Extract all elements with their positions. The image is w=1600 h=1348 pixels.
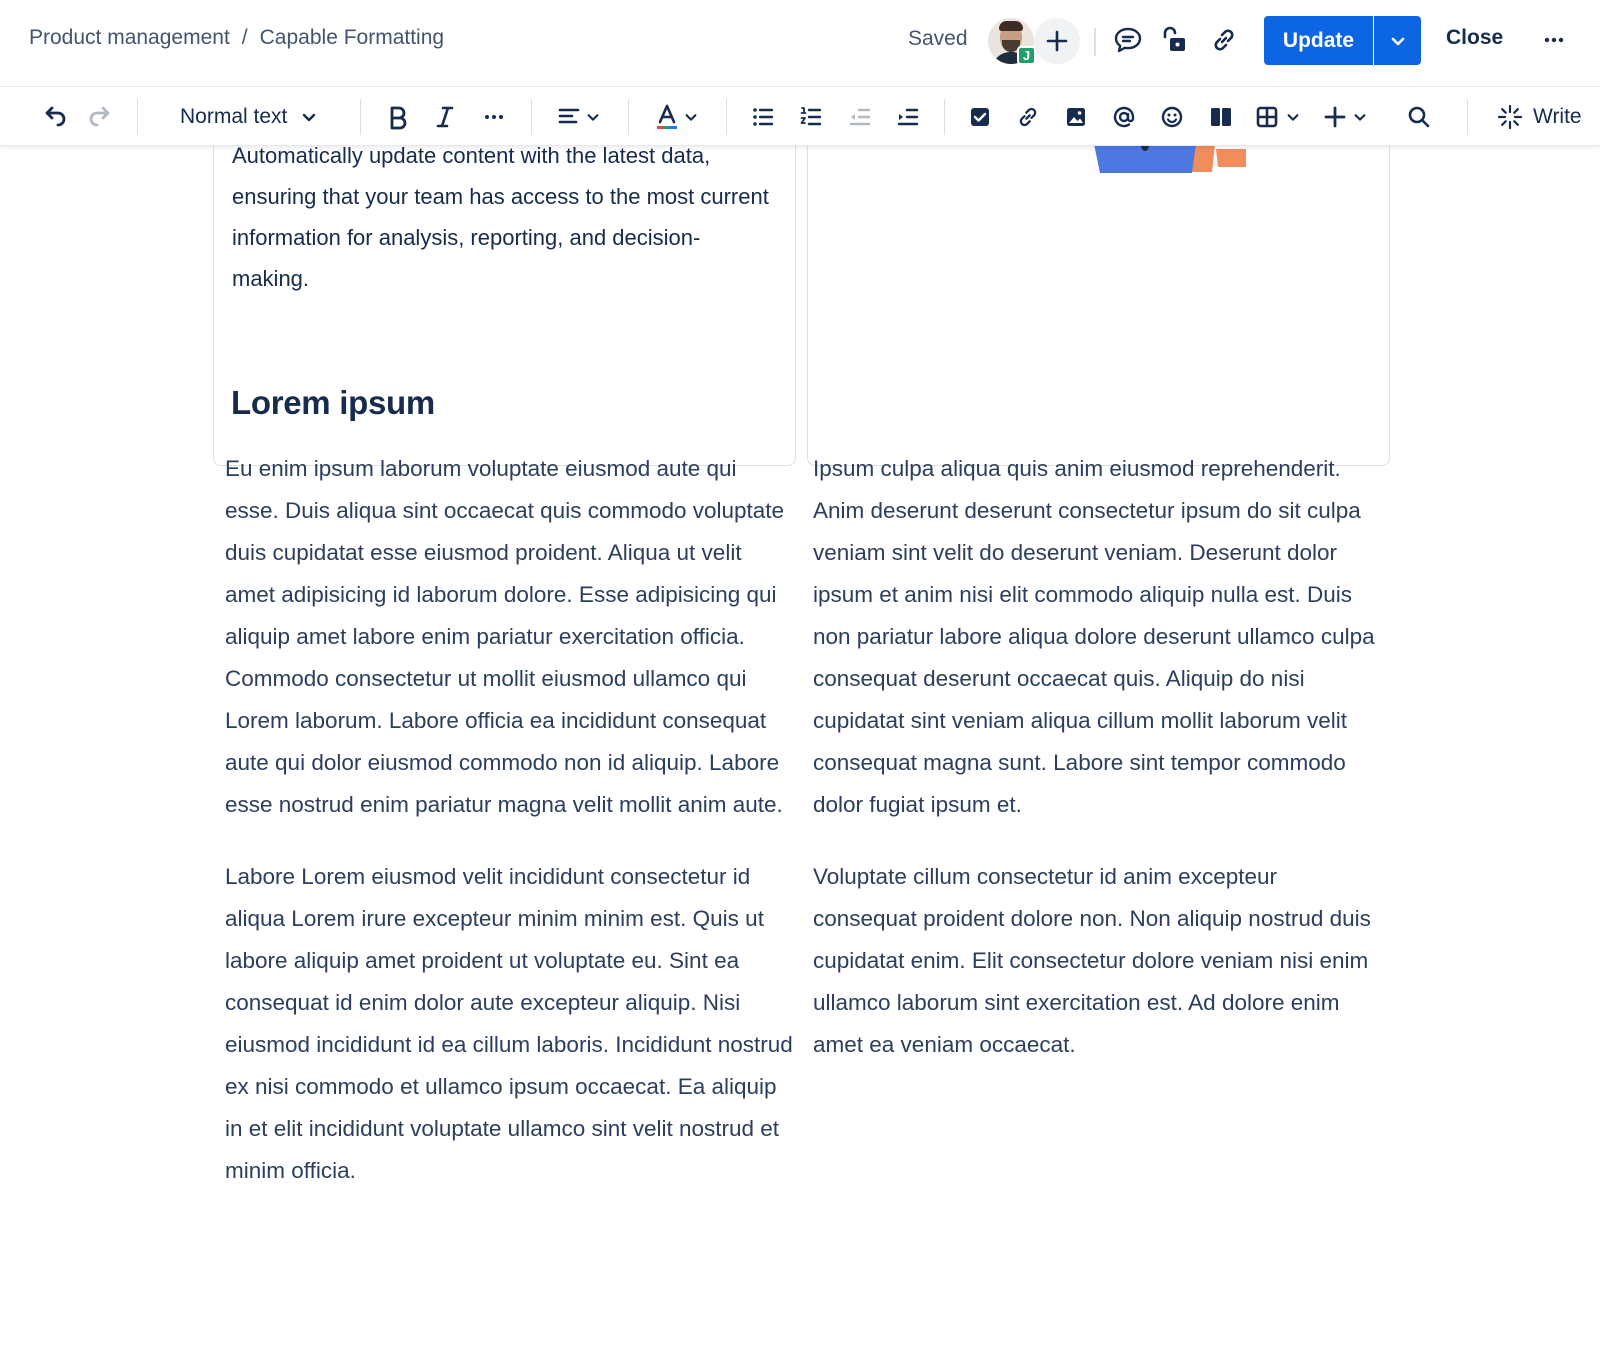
update-button[interactable]: Update: [1264, 16, 1373, 65]
left-column: [225, 448, 795, 1222]
ai-sparkle-icon: [1497, 104, 1523, 130]
image-card: [807, 146, 1390, 466]
paragraph: Voluptate cillum consectetur id anim excepteur consequat proident dolore non. Non aliquip nostrud duis cupidatat enim. Elit consectetur dolore veniam nisi enim ullamco laborum sint exercitation est. Ad dolore enim amet ea veniam occaecat.: [813, 864, 1371, 1057]
layout-icon: [1208, 104, 1234, 130]
saved-status: Saved: [908, 27, 968, 50]
editor-content[interactable]: [0, 146, 1600, 1348]
mention-icon: [1111, 104, 1137, 130]
chevron-down-icon: [1389, 32, 1407, 50]
numbered-list-icon: [798, 104, 824, 130]
chevron-down-icon: [1353, 110, 1367, 124]
toolbar-divider: [628, 99, 629, 135]
toolbar-divider: [944, 99, 945, 135]
bullet-list-icon: [750, 104, 776, 130]
restrictions-icon: [1159, 25, 1189, 55]
redo-button[interactable]: [83, 99, 119, 135]
bold-icon: [385, 104, 411, 130]
paragraph: Eu enim ipsum laborum voluptate eiusmod aute qui esse. Duis aliqua sint occaecat quis commodo voluptate duis cupidatat esse eiusmod proident. Aliqua ut velit amet adipisicing id laborum dolore. Esse adipisicing qui aliquip amet labore enim pariatur exercitation officia. Commodo consectetur ut mollit eiusmod ullamco qui Lorem laborum. Labore officia ea incididunt consequat aute qui dolor eiusmod commodo non id aliquip. Labore esse nostrud enim pariatur magna velit mollit anim aute.: [225, 456, 785, 817]
restrictions-button[interactable]: [1156, 22, 1192, 58]
task-icon: [967, 104, 993, 130]
search-icon: [1406, 104, 1432, 130]
toolbar-divider: [360, 99, 361, 135]
comment-icon: [1113, 25, 1143, 55]
mention-button[interactable]: [1106, 99, 1142, 135]
align-icon: [556, 104, 582, 130]
comment-button[interactable]: [1110, 22, 1146, 58]
invite-button[interactable]: [1034, 18, 1080, 64]
outdent-button[interactable]: [842, 99, 878, 135]
avatar-badge: J: [1017, 46, 1036, 65]
table-dropdown[interactable]: [1250, 99, 1304, 135]
bullet-list-button[interactable]: [745, 99, 781, 135]
more-formatting-icon: [482, 105, 506, 129]
copy-link-icon: [1209, 25, 1239, 55]
header-divider: [1094, 28, 1096, 56]
paragraph: Ipsum culpa aliqua quis anim eiusmod reprehenderit. Anim deserunt deserunt consectetur ipsum do sit culpa veniam sint velit do deserunt veniam. Deserunt dolor ipsum et anim nisi elit commodo aliquip nulla est. Duis non pariatur labore aliqua dolore deserunt ullamco culpa consequat deserunt occaecat quis. Aliquip do nisi cupidatat sint veniam aliqua cillum mollit laborum velit consequat magna sunt. Labore sint tempor commodo dolor fugiat ipsum et.: [813, 456, 1375, 817]
breadcrumb: [29, 26, 444, 50]
chevron-down-icon: [301, 109, 317, 125]
search-button[interactable]: [1401, 99, 1437, 135]
more-actions-button[interactable]: [1536, 22, 1572, 58]
image-button[interactable]: [1058, 99, 1094, 135]
chevron-down-icon: [586, 110, 600, 124]
undo-button[interactable]: [36, 99, 72, 135]
toolbar-divider: [1467, 99, 1468, 135]
breadcrumb-page[interactable]: Capable Formatting: [259, 26, 445, 49]
ai-write-label: Write: [1533, 105, 1582, 128]
redo-icon: [87, 103, 115, 131]
section-heading: Lorem ipsum: [231, 384, 435, 421]
task-button[interactable]: [962, 99, 998, 135]
more-formatting-button[interactable]: [476, 99, 512, 135]
close-button[interactable]: Close: [1446, 26, 1504, 49]
chevron-down-icon: [684, 110, 698, 124]
insert-icon: [1323, 105, 1347, 129]
emoji-icon: [1159, 104, 1185, 130]
top-bar: [0, 0, 1600, 86]
toolbar-divider: [531, 99, 532, 135]
layout-button[interactable]: [1203, 99, 1239, 135]
numbered-list-button[interactable]: [793, 99, 829, 135]
breadcrumb-space[interactable]: Product management: [29, 26, 230, 49]
undo-icon: [40, 103, 68, 131]
alignment-dropdown[interactable]: [553, 99, 603, 135]
laptop-illustration: [908, 146, 1268, 197]
ai-write-button[interactable]: [1497, 99, 1582, 135]
outdent-icon: [847, 104, 873, 130]
indent-icon: [895, 104, 921, 130]
bold-button[interactable]: [380, 99, 416, 135]
table-icon: [1254, 104, 1280, 130]
editor-toolbar: [0, 86, 1600, 146]
chevron-down-icon: [1286, 110, 1300, 124]
more-icon: [1542, 28, 1566, 52]
text-color-dropdown[interactable]: [650, 99, 702, 135]
indent-button[interactable]: [890, 99, 926, 135]
paragraph: Labore Lorem eiusmod velit incididunt consectetur id aliqua Lorem irure excepteur minim minim est. Quis ut labore aliquip amet proident ut voluptate eu. Sint ea consequat id enim dolor aute excepteur aliquip. Nisi eiusmod incididunt id ea cillum laboris. Incididunt nostrud ex nisi commodo et ullamco ipsum occaecat. Ea aliquip in et elit incididunt voluptate ullamco sint velit nostrud et minim officia.: [225, 864, 793, 1183]
text-color-icon: [654, 103, 680, 131]
breadcrumb-separator: /: [241, 26, 248, 49]
copy-link-button[interactable]: [1206, 22, 1242, 58]
right-column: [813, 448, 1378, 1096]
plus-icon: [1045, 29, 1069, 53]
link-icon: [1015, 104, 1041, 130]
text-style-dropdown[interactable]: [180, 99, 317, 135]
card-text: Automatically update content with the latest data, ensuring that your team has access to the most current information for analysis, reporting, and decision-making.: [232, 146, 769, 291]
emoji-button[interactable]: [1154, 99, 1190, 135]
update-options-button[interactable]: [1374, 16, 1421, 65]
text-style-label: Normal text: [180, 105, 288, 128]
italic-icon: [432, 104, 458, 130]
link-button[interactable]: [1010, 99, 1046, 135]
insert-dropdown[interactable]: [1318, 99, 1372, 135]
toolbar-divider: [137, 99, 138, 135]
italic-button[interactable]: [427, 99, 463, 135]
image-icon: [1063, 104, 1089, 130]
toolbar-divider: [726, 99, 727, 135]
